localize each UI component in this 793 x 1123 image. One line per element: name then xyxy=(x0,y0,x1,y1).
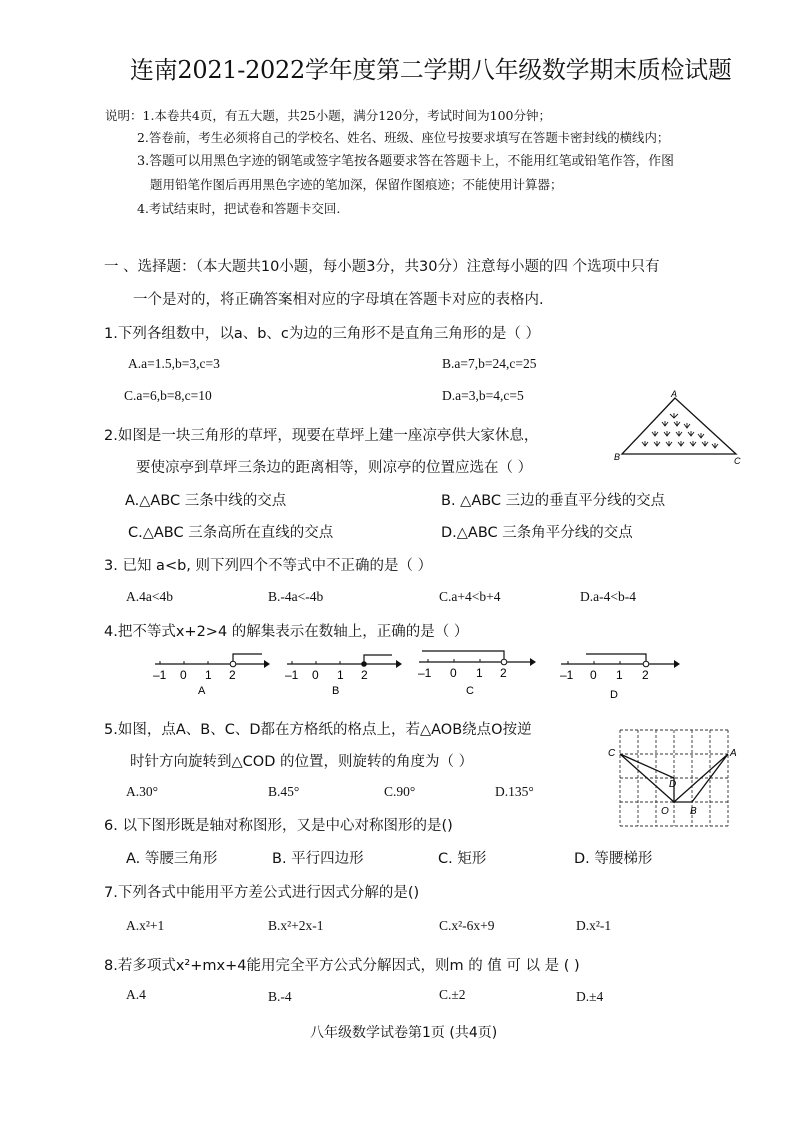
tick-label: 0 xyxy=(312,668,319,682)
section-1-instruction: 一个是对的，将正确答案相对应的字母填在答题卡对应的表格内. xyxy=(133,292,544,308)
question-7-option-b: B.x²+2x-1 xyxy=(268,918,324,933)
question-5-stem-1: 5.如图，点A、B、C、D都在方格纸的格点上，若△AOB绕点O按逆 xyxy=(104,722,532,738)
tick-label: 2 xyxy=(229,668,236,682)
tick-label: –1 xyxy=(153,668,167,682)
question-3-option-c: C.a+4<b+4 xyxy=(439,589,501,604)
question-1-stem: 1.下列各组数中，以a、b、c为边的三角形不是直角三角形的是（ ） xyxy=(104,326,541,342)
question-2-option-b: B. △ABC 三边的垂直平分线的交点 xyxy=(441,493,666,509)
question-1-option-d: D.a=3,b=4,c=5 xyxy=(442,388,524,403)
figure-label-c: C xyxy=(608,748,616,759)
page-footer: 八年级数学试卷第1页 (共4页) xyxy=(310,1025,498,1041)
page-title: 连南2021-2022学年度第二学期八年级数学期末质检试题 xyxy=(130,56,732,84)
question-8-option-c: C.±2 xyxy=(439,987,466,1002)
question-2-stem-2: 要使凉亭到草坪三条边的距离相等，则凉亭的位置应选在（ ） xyxy=(136,460,533,476)
grass-pattern xyxy=(642,413,718,448)
question-7-option-a: A.x²+1 xyxy=(126,918,165,933)
question-4-stem: 4.把不等式x+2>4 的解集表示在数轴上，正确的是（ ） xyxy=(104,624,469,640)
figure-label-b: B xyxy=(614,452,621,462)
tick-label: –1 xyxy=(418,666,432,680)
question-5-stem-2: 时针方向旋转到△COD 的位置，则旋转的角度为（ ） xyxy=(130,754,474,770)
question-7-option-c: C.x²-6x+9 xyxy=(439,918,495,933)
tick-label: 1 xyxy=(337,668,344,682)
question-3-option-d: D.a-4<b-4 xyxy=(580,589,636,604)
number-line-label: A xyxy=(198,685,206,697)
figure-label-b: B xyxy=(690,806,697,817)
number-line-label: B xyxy=(332,685,340,697)
question-1-option-b: B.a=7,b=24,c=25 xyxy=(442,356,537,371)
figure-label-a: A xyxy=(730,748,737,759)
section-1-heading: 一 、选择题：（本大题共10小题，每小题3分，共30分）注意每小题的四 个选项中只有 xyxy=(104,259,660,275)
figure-label-o: O xyxy=(661,806,669,817)
tick-label: 0 xyxy=(590,668,597,682)
tick-label: 1 xyxy=(205,668,212,682)
question-8-option-d: D.±4 xyxy=(576,989,604,1004)
tick-label: 0 xyxy=(180,668,187,682)
number-line-b xyxy=(282,648,402,700)
instruction-2: 2.答卷前，考生必须将自己的学校名、姓名、班级、座位号按要求填写在答题卡密封线的横线内； xyxy=(137,130,670,145)
question-6-stem: 6. 以下图形既是轴对称图形，又是中心对称图形的是() xyxy=(104,818,453,834)
instruction-3-cont: 题用铅笔作图后再用黑色字迹的笔加深，保留作图痕迹；不能使用计算器； xyxy=(150,177,563,192)
tick-label: –1 xyxy=(285,668,299,682)
question-1-option-a: A.a=1.5,b=3,c=3 xyxy=(128,356,220,371)
tick-label: –1 xyxy=(560,668,574,682)
instruction-3: 3.答题可以用黑色字迹的钢笔或签字笔按各题要求答在答题卡上，不能用红笔或铅笔作答，作图 xyxy=(137,154,674,169)
question-7-stem: 7.下列各式中能用平方差公式进行因式分解的是() xyxy=(104,885,420,901)
rotation-grid-figure xyxy=(600,724,740,832)
question-2-option-c: C.△ABC 三条高所在直线的交点 xyxy=(128,525,334,541)
question-3-option-b: B.-4a<-4b xyxy=(268,589,324,604)
tick-label: 2 xyxy=(500,666,507,680)
question-5-option-c: C.90° xyxy=(384,784,416,799)
question-1-option-c: C.a=6,b=8,c=10 xyxy=(124,388,212,403)
question-3-stem: 3. 已知 a<b, 则下列四个不等式中不正确的是（ ） xyxy=(104,558,433,574)
instruction-1: 说明：1.本卷共4页，有五大题，共25小题，满分120分，考试时间为100分钟； xyxy=(105,108,552,123)
tick-label: 0 xyxy=(450,666,457,680)
question-8-stem: 8.若多项式x²+mx+4能用完全平方公式分解因式，则m 的 值 可 以 是 ( ) xyxy=(104,958,580,974)
question-8-option-a: A.4 xyxy=(126,987,146,1002)
number-line-d xyxy=(556,648,682,704)
question-6-option-d: D. 等腰梯形 xyxy=(574,851,653,867)
question-6-option-a: A. 等腰三角形 xyxy=(126,851,218,867)
tick-label: 1 xyxy=(476,666,483,680)
number-line-c xyxy=(414,644,538,700)
figure-label-d: D xyxy=(669,779,677,790)
question-5-option-a: A.30° xyxy=(126,784,159,799)
tick-label: 2 xyxy=(642,668,649,682)
question-2-option-d: D.△ABC 三条角平分线的交点 xyxy=(441,525,633,541)
question-2-option-a: A.△ABC 三条中线的交点 xyxy=(125,493,287,509)
number-line-label: C xyxy=(466,685,474,697)
question-6-option-c: C. 矩形 xyxy=(438,851,487,867)
figure-label-c: C xyxy=(734,456,741,466)
question-5-option-d: D.135° xyxy=(495,784,534,799)
number-line-a xyxy=(150,648,270,700)
question-6-option-b: B. 平行四边形 xyxy=(272,851,364,867)
question-7-option-d: D.x²-1 xyxy=(576,918,612,933)
lawn-triangle-figure xyxy=(612,388,742,466)
question-3-option-a: A.4a<4b xyxy=(126,589,173,604)
question-2-stem-1: 2.如图是一块三角形的草坪，现要在草坪上建一座凉亭供大家休息， xyxy=(104,428,539,444)
figure-label-a: A xyxy=(671,389,678,399)
question-5-option-b: B.45° xyxy=(268,784,300,799)
tick-label: 1 xyxy=(616,668,623,682)
number-line-label: D xyxy=(610,689,618,701)
question-8-option-b: B.-4 xyxy=(268,989,292,1004)
instruction-4: 4.考试结束时，把试卷和答题卡交回. xyxy=(137,201,341,216)
tick-label: 2 xyxy=(361,668,368,682)
